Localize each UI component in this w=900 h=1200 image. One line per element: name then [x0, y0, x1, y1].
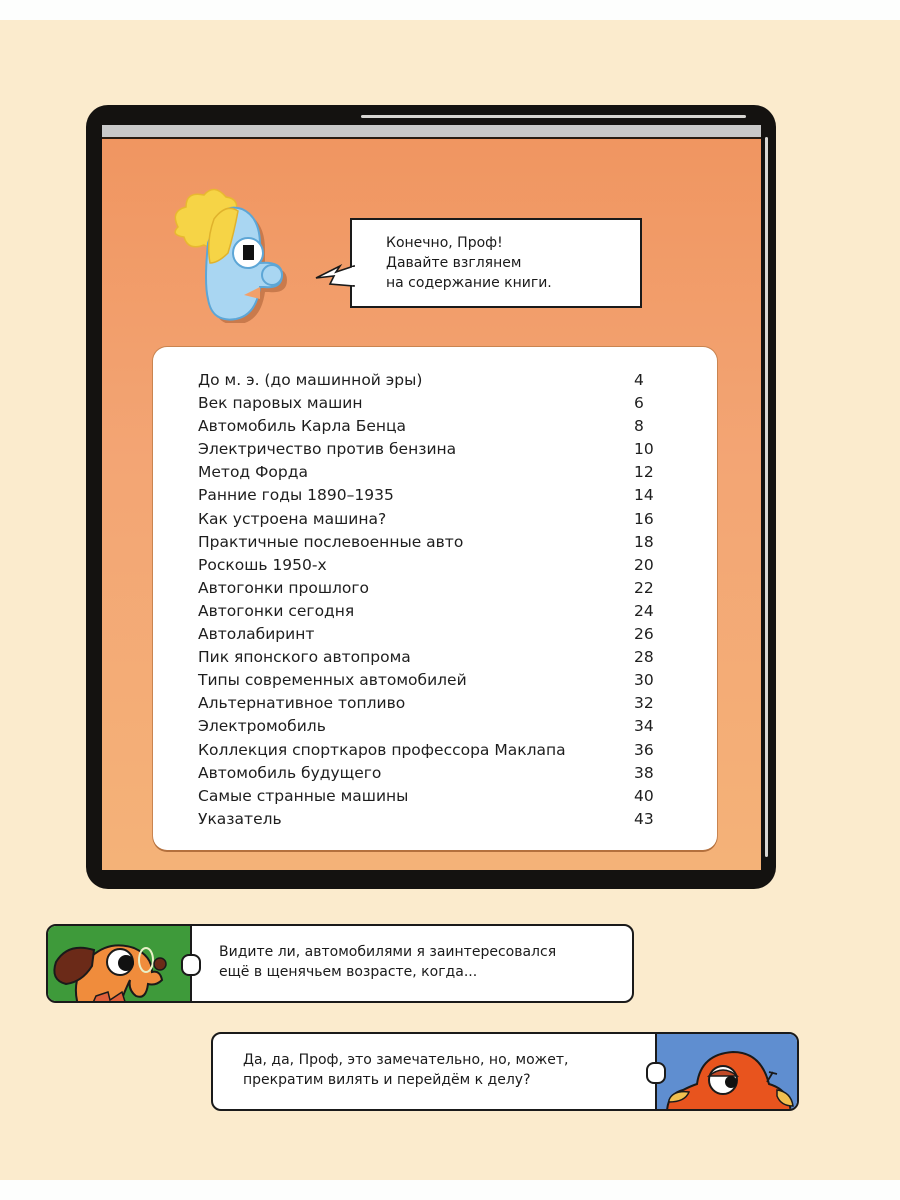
puzzle-connector	[646, 1062, 666, 1084]
orange-creature-icon	[657, 1034, 797, 1111]
frame-highlight	[765, 137, 768, 857]
toc-item-title: До м. э. (до машинной эры)	[198, 371, 423, 389]
toc-item-title: Коллекция спорткаров профессора Маклапа	[198, 740, 566, 759]
toc-item-title: Практичные послевоенные авто	[198, 532, 464, 551]
toc-item	[198, 417, 658, 440]
dialogue-line: прекратим вилять и перейдём к делу?	[243, 1072, 531, 1088]
toc-item-page: 24	[634, 601, 654, 620]
toc-item	[198, 625, 658, 648]
toc-item	[198, 579, 658, 602]
toc-item-title: Типы современных автомобилей	[198, 671, 467, 690]
toc-item-page: 14	[634, 486, 654, 505]
toc-item-page: 18	[634, 532, 654, 551]
toc-item-page: 8	[634, 417, 644, 436]
toc-item	[198, 717, 658, 740]
speech-bubble-tail-icon	[314, 264, 356, 290]
screen-top-bar	[102, 125, 761, 139]
toc-item	[198, 764, 658, 787]
dialogue-line: Давайте взглянем	[386, 255, 522, 271]
frame-highlight	[361, 115, 746, 118]
toc-item	[198, 694, 658, 717]
avatar-panel	[655, 1034, 797, 1109]
dialogue-strip-professor	[46, 924, 634, 1003]
toc-item	[198, 648, 658, 671]
toc-item-title: Роскошь 1950-х	[198, 555, 327, 574]
toc-item	[198, 810, 658, 833]
toc-item-title: Пик японского автопрома	[198, 648, 411, 667]
dialogue-line: Конечно, Проф!	[386, 235, 503, 251]
toc-item	[198, 371, 658, 394]
toc-item	[198, 510, 658, 533]
speech-bubble	[350, 218, 642, 308]
toc-item-title: Век паровых машин	[198, 394, 363, 413]
toc-item	[198, 463, 658, 486]
toc-item-page: 22	[634, 578, 654, 597]
toc-item-page: 20	[634, 555, 654, 574]
toc-item-title: Автомобиль будущего	[198, 763, 382, 782]
speech-bubble-text	[386, 233, 552, 293]
toc-item	[198, 394, 658, 417]
toc-item-page: 4	[634, 371, 644, 389]
toc-item-title: Ранние годы 1890–1935	[198, 486, 394, 505]
toc-item-page: 38	[634, 763, 654, 782]
table-of-contents	[153, 347, 717, 850]
dialogue-line: ещё в щенячьем возрасте, когда...	[219, 964, 478, 980]
blue-bird-character-icon	[164, 183, 294, 323]
toc-item-page: 43	[634, 809, 654, 828]
toc-item-page: 6	[634, 394, 644, 413]
tablet-frame	[86, 105, 776, 889]
toc-item	[198, 602, 658, 625]
toc-item-title: Указатель	[198, 809, 282, 828]
toc-item-page: 30	[634, 671, 654, 690]
toc-item-title: Автогонки сегодня	[198, 601, 355, 620]
toc-item	[198, 787, 658, 810]
dialogue-line: на содержание книги.	[386, 275, 552, 291]
toc-item-page: 32	[634, 694, 654, 713]
toc-item-title: Альтернативное топливо	[198, 694, 406, 713]
toc-item-title: Электричество против бензина	[198, 440, 457, 459]
dialogue-strip-creature	[211, 1032, 799, 1111]
book-page	[0, 20, 900, 1180]
toc-item	[198, 533, 658, 556]
toc-item	[198, 671, 658, 694]
toc-item-page: 16	[634, 509, 654, 528]
toc-item-page: 40	[634, 786, 654, 805]
toc-item-title: Автомобиль Карла Бенца	[198, 417, 407, 436]
toc-item-page: 36	[634, 740, 654, 759]
toc-item-title: Электромобиль	[198, 717, 326, 736]
toc-item-page: 10	[634, 440, 654, 459]
dialogue-line: Видите ли, автомобилями я заинтересовался	[219, 944, 557, 960]
tablet-screen	[102, 125, 761, 870]
toc-item-title: Метод Форда	[198, 463, 308, 482]
dog-professor-icon	[48, 926, 190, 1003]
toc-item-title: Самые странные машины	[198, 786, 409, 805]
toc-item	[198, 440, 658, 463]
puzzle-connector	[181, 954, 201, 976]
toc-item-page: 12	[634, 463, 654, 482]
toc-item-page: 28	[634, 648, 654, 667]
dialogue-line: Да, да, Проф, это замечательно, но, может,	[243, 1052, 569, 1068]
toc-item-title: Как устроена машина?	[198, 509, 387, 528]
avatar-panel	[48, 926, 192, 1001]
toc-item	[198, 741, 658, 764]
dialogue-text	[243, 1050, 569, 1090]
toc-item-title: Автолабиринт	[198, 625, 315, 644]
toc-item	[198, 486, 658, 509]
toc-item-page: 26	[634, 625, 654, 644]
dialogue-text	[219, 942, 556, 982]
toc-item-page: 34	[634, 717, 654, 736]
toc-list	[198, 371, 658, 833]
toc-item	[198, 556, 658, 579]
toc-item-title: Автогонки прошлого	[198, 578, 370, 597]
